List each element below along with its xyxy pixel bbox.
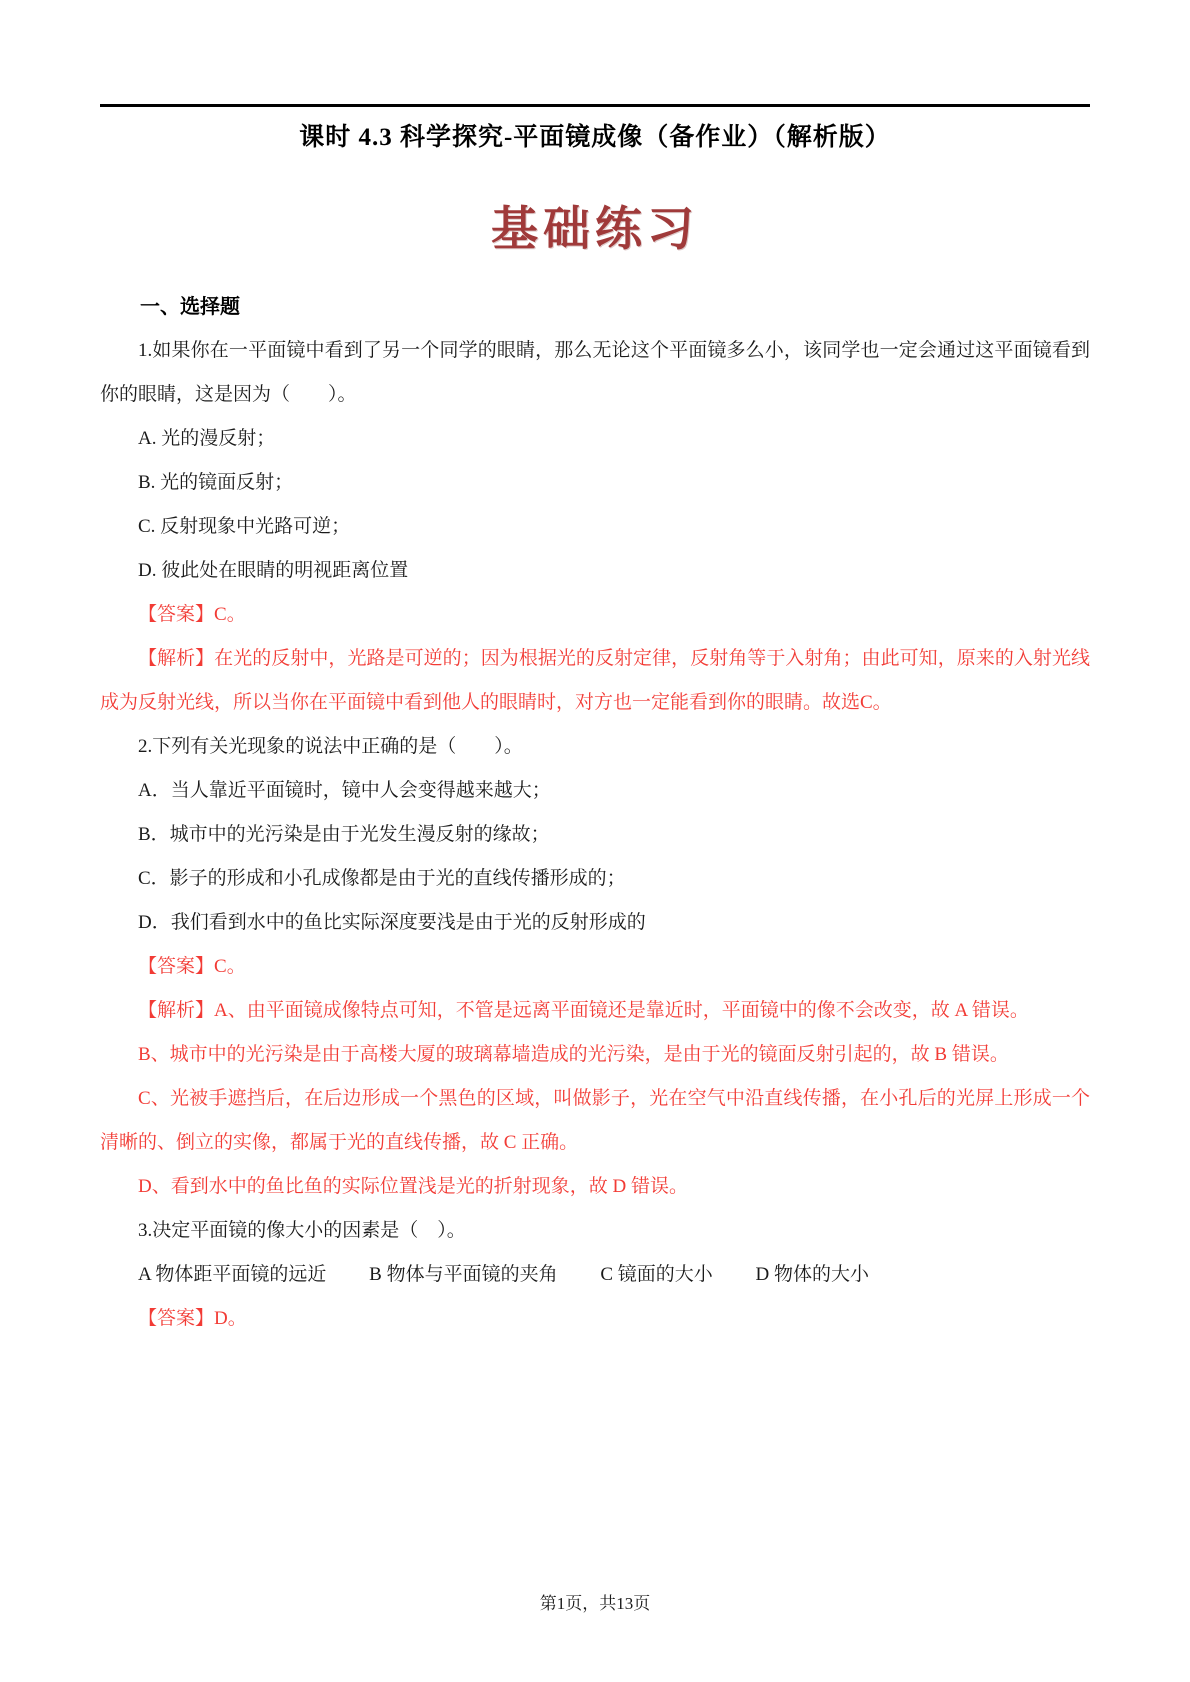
page-footer: 第1页，共13页 xyxy=(539,1594,651,1613)
question-2-analysis-b: B、城市中的光污染是由于高楼大厦的玻璃幕墙造成的光污染，是由于光的镜面反射引起的，故 B 错误。 xyxy=(138,1044,1009,1066)
analysis-text: A、由平面镜成像特点可知，不管是远离平面镜还是靠近时，平面镜中的像不会改变，故 A 错误。 xyxy=(214,1000,1029,1022)
question-1-stem: 1.如果你在一平面镜中看到了另一个同学的眼睛，那么无论这个平面镜多么小，该同学也一定会通过这平面镜看到你的眼睛，这是因为（ ）。 xyxy=(100,340,1090,406)
answer-value: C。 xyxy=(214,604,246,626)
section-heading: 一、选择题 xyxy=(140,296,240,319)
analysis-label: 【解析】 xyxy=(138,648,215,670)
answer-label: 【答案】 xyxy=(138,1308,215,1330)
question-2-analysis-c: C、光被手遮挡后，在后边形成一个黑色的区域，叫做影子，光在空气中沿直线传播，在小孔后的光屏上形成一个清晰的、倒立的实像，都属于光的直线传播，故 C 正确。 xyxy=(100,1088,1090,1154)
question-2-option-d: D．我们看到水中的鱼比实际深度要浅是由于光的反射形成的 xyxy=(138,912,646,934)
question-2-analysis-a xyxy=(100,989,1090,1033)
section-banner: 基础练习 xyxy=(491,203,699,256)
answer-label: 【答案】 xyxy=(138,604,215,626)
answer-value: C。 xyxy=(214,956,246,978)
answer-value: D。 xyxy=(214,1308,247,1330)
question-2-option-c: C．影子的形成和小孔成像都是由于光的直线传播形成的； xyxy=(138,868,626,890)
question-1-option-c: C. 反射现象中光路可逆； xyxy=(138,516,351,538)
document-title: 课时 4.3 科学探究-平面镜成像（备作业）（解析版） xyxy=(299,124,891,151)
question-2-option-b: B．城市中的光污染是由于光发生漫反射的缘故； xyxy=(138,824,550,846)
question-1-option-b: B. 光的镜面反射； xyxy=(138,472,294,494)
question-2-answer-line xyxy=(100,945,1090,989)
question-3-answer-line xyxy=(100,1297,1090,1341)
answer-label: 【答案】 xyxy=(138,956,215,978)
question-2-option-a: A．当人靠近平面镜时，镜中人会变得越来越大； xyxy=(138,780,551,802)
header-rule xyxy=(100,104,1090,107)
question-1-option-a: A. 光的漫反射； xyxy=(138,428,276,450)
question-3-options-line: A 物体距平面镜的远近 B 物体与平面镜的夹角 C 镜面的大小 D 物体的大小 xyxy=(138,1264,869,1286)
analysis-label: 【解析】 xyxy=(138,1000,215,1022)
question-1-option-d: D. 彼此处在眼睛的明视距离位置 xyxy=(138,560,409,582)
question-1-answer-line xyxy=(100,593,1090,637)
question-2-analysis-d: D、看到水中的鱼比鱼的实际位置浅是光的折射现象，故 D 错误。 xyxy=(138,1176,688,1198)
question-2-stem: 2.下列有关光现象的说法中正确的是（ ）。 xyxy=(138,736,523,758)
question-3-stem: 3.决定平面镜的像大小的因素是（ ）。 xyxy=(138,1220,466,1242)
analysis-text: 在光的反射中，光路是可逆的；因为根据光的反射定律，反射角等于入射角；由此可知，原来的入射光线成为反射光线，所以当你在平面镜中看到他人的眼睛时，对方也一定能看到你的眼睛。故选C。 xyxy=(100,648,1090,714)
question-1-analysis xyxy=(100,637,1090,725)
